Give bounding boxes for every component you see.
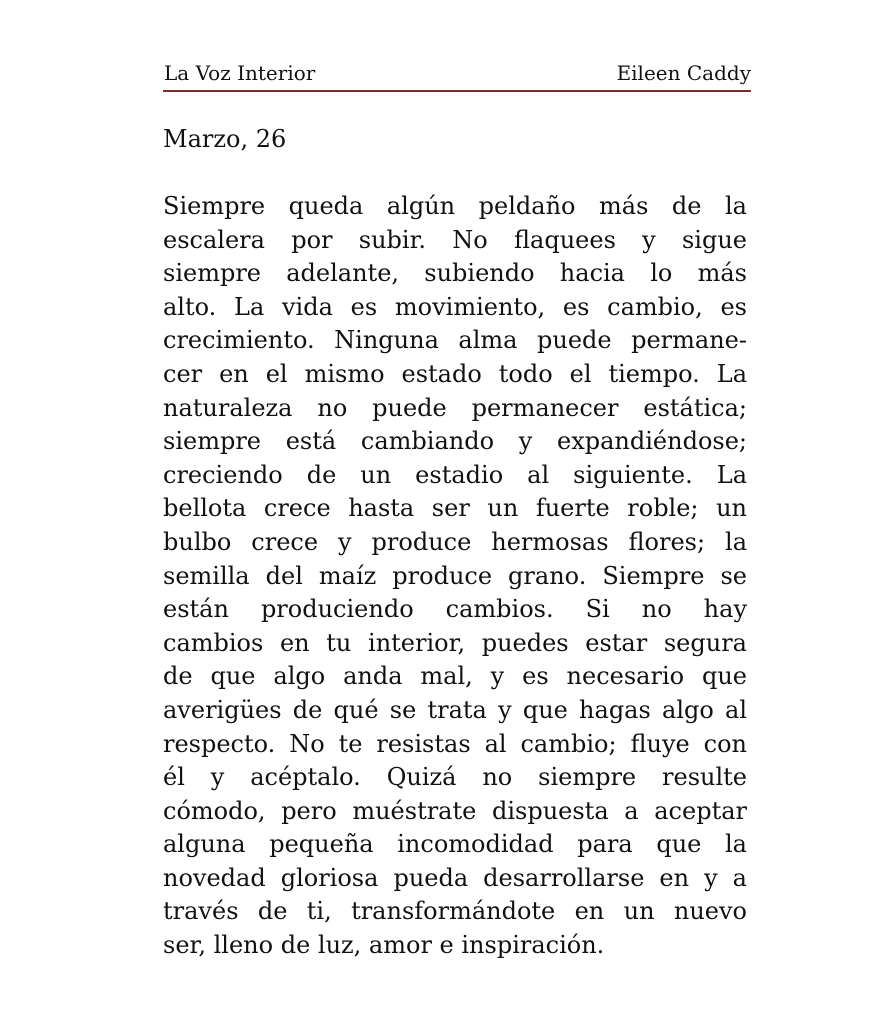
body-line: averigües de qué se trata y que hagas algo al: [163, 695, 747, 724]
entry-body: [163, 190, 747, 963]
body-line: están produciendo cambios. Si no hay: [163, 595, 747, 624]
body-line: crecimiento. Ninguna alma puede permane-: [163, 326, 747, 355]
body-line: creciendo de un estadio al siguiente. La: [163, 460, 747, 489]
body-line: ser, lleno de luz, amor e inspiración.: [163, 931, 605, 960]
body-line: escalera por subir. No flaquees y sigue: [163, 225, 747, 254]
body-line: naturaleza no puede permanecer estática;: [163, 393, 747, 422]
body-line: bellota crece hasta ser un fuerte roble; un: [163, 494, 747, 523]
body-line: cómodo, pero muéstrate dispuesta a aceptar: [163, 796, 747, 825]
body-line: alguna pequeña incomodidad para que la: [163, 830, 747, 859]
body-line: bulbo crece y produce hermosas flores; la: [163, 527, 747, 556]
book-title: La Voz Interior: [164, 61, 316, 85]
body-line: de que algo anda mal, y es necesario que: [163, 662, 747, 691]
running-header: [163, 60, 751, 92]
body-line: novedad gloriosa pueda desarrollarse en y a: [163, 863, 747, 892]
body-line: respecto. No te resistas al cambio; fluye con: [163, 729, 747, 758]
body-line: través de ti, transformándote en un nuevo: [163, 897, 747, 926]
author-name: Eileen Caddy: [616, 61, 751, 85]
body-line: él y acéptalo. Quizá no siempre resulte: [163, 763, 747, 792]
body-line: cer en el mismo estado todo el tiempo. La: [163, 359, 747, 388]
body-line: siempre está cambiando y expandiéndose;: [163, 427, 747, 456]
body-line: semilla del maíz produce grano. Siempre se: [163, 561, 747, 590]
entry-date: Marzo, 26: [163, 125, 287, 153]
body-line: cambios en tu interior, puedes estar segura: [163, 628, 747, 657]
body-line: Siempre queda algún peldaño más de la: [163, 192, 747, 220]
body-line: alto. La vida es movimiento, es cambio, es: [163, 292, 747, 321]
body-line: siempre adelante, subiendo hacia lo más: [163, 259, 747, 288]
